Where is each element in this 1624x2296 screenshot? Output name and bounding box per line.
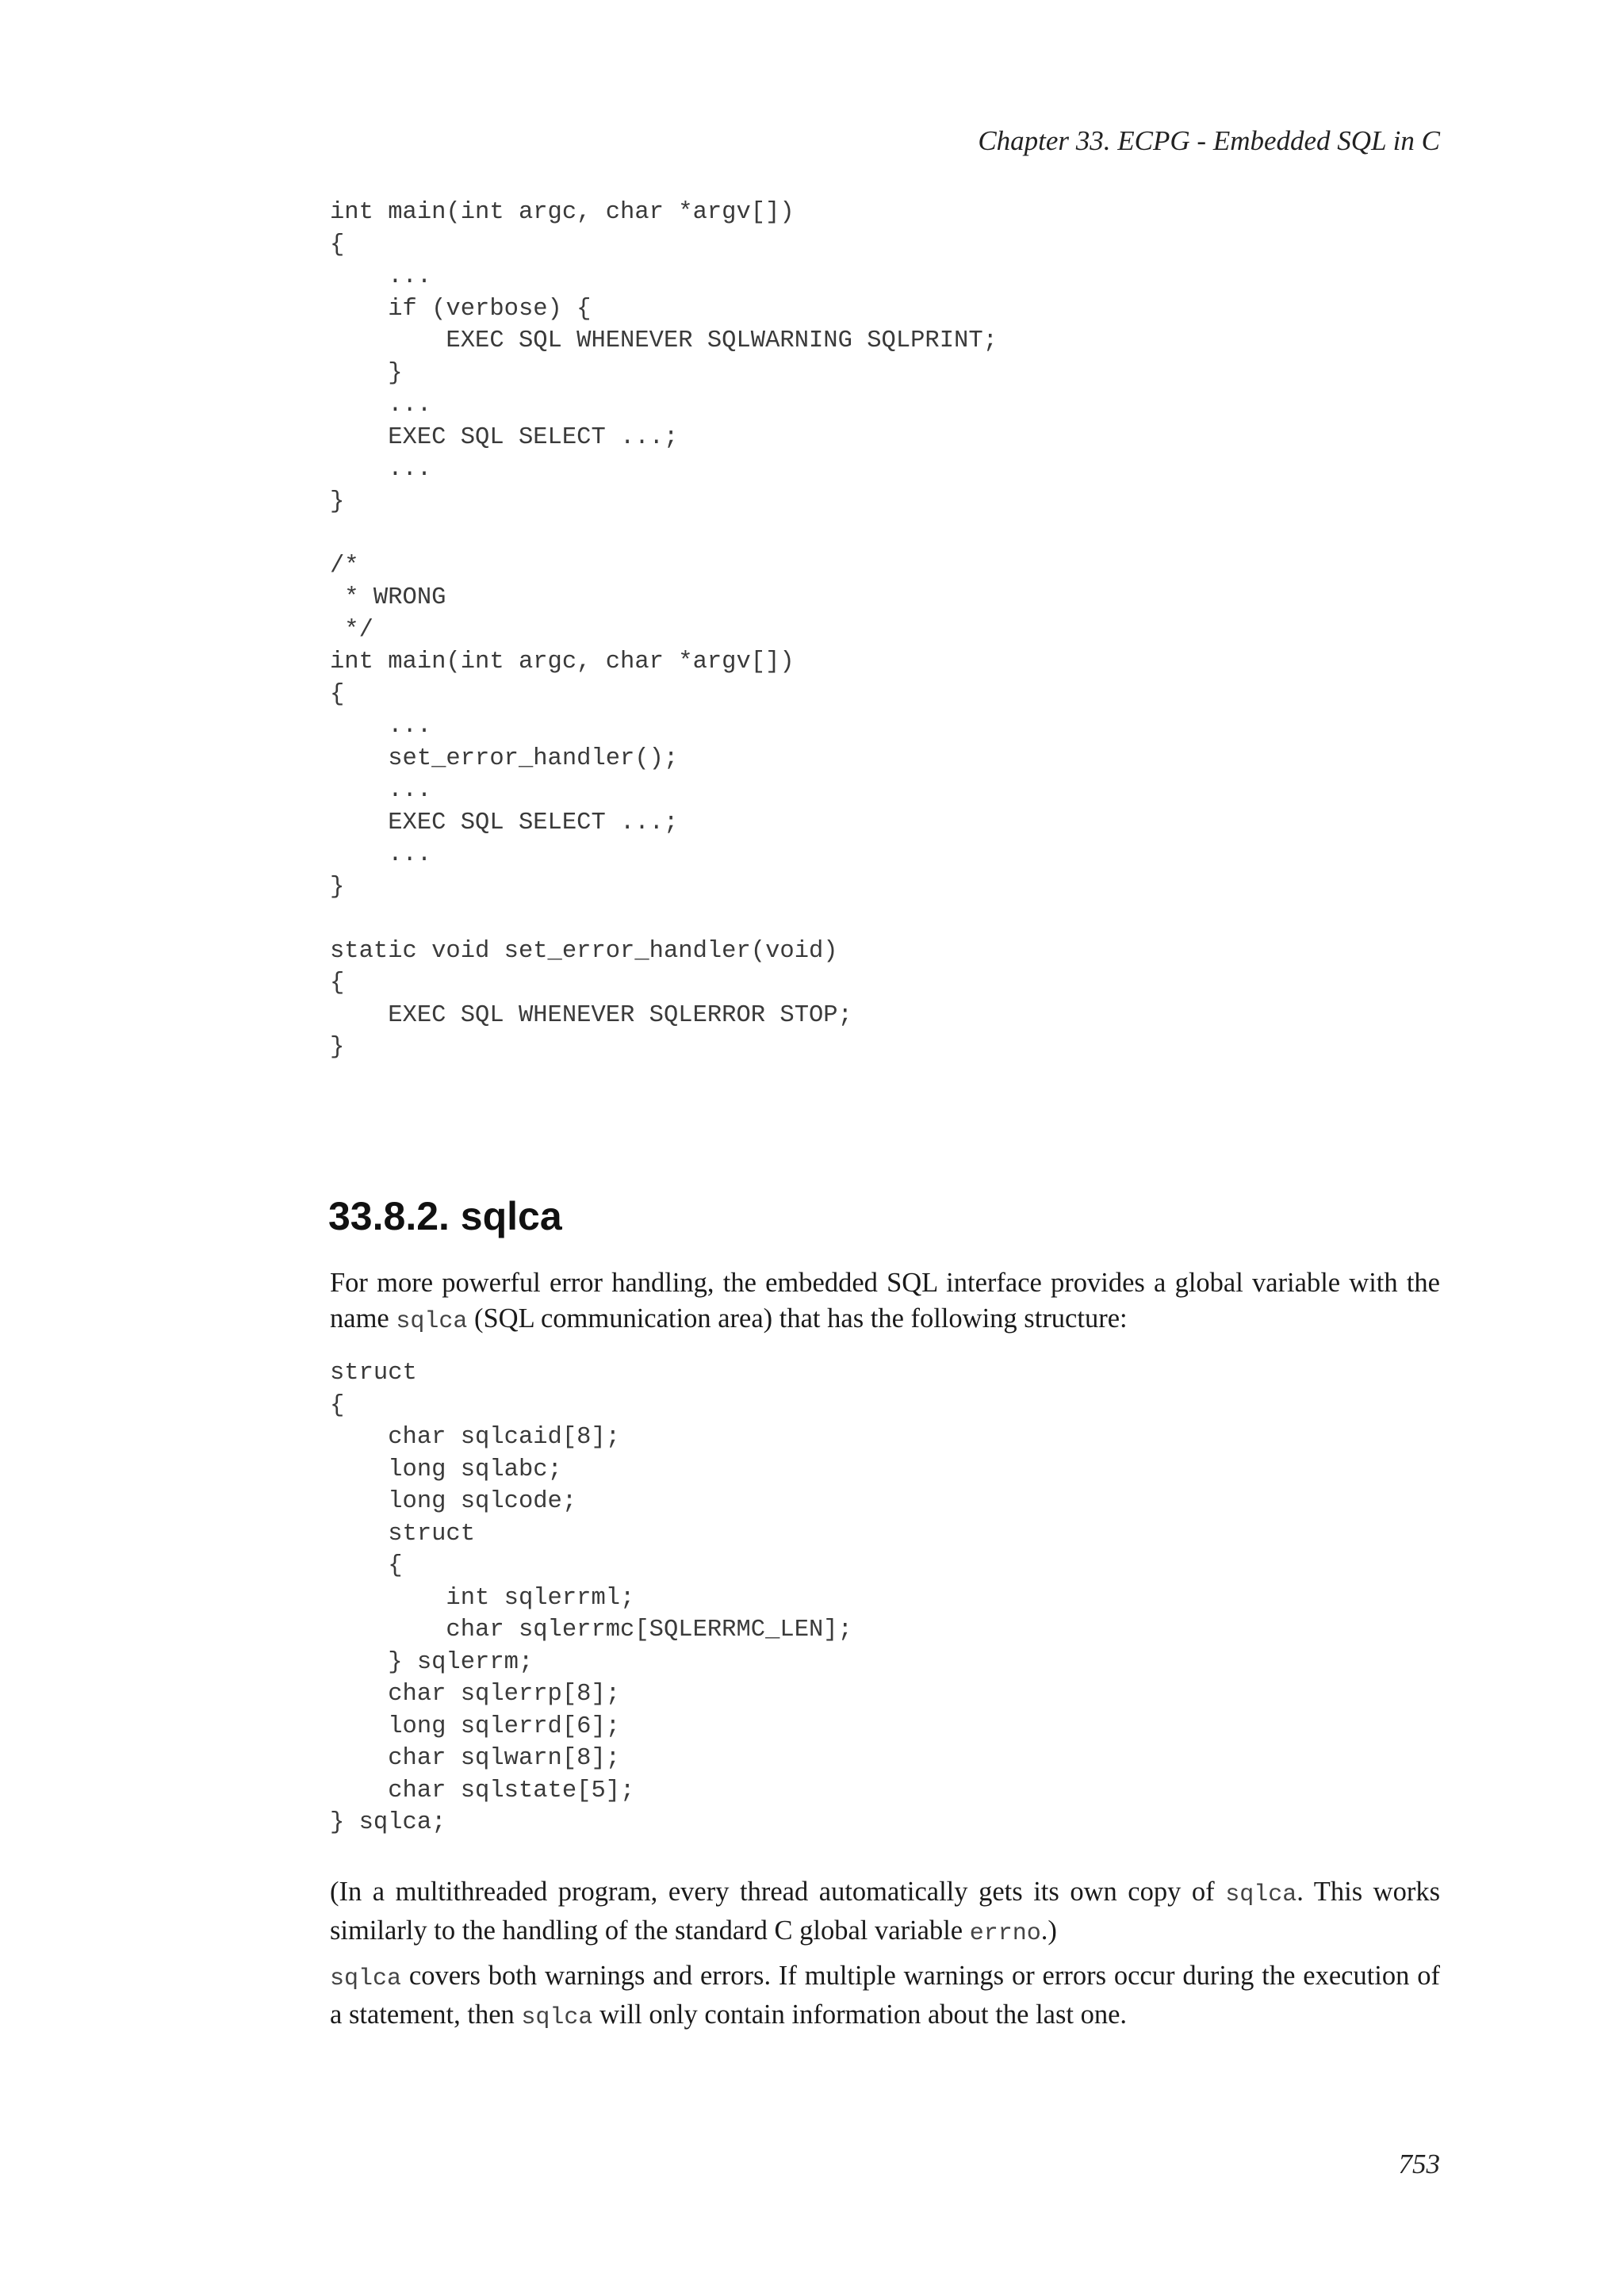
text-run: (SQL communication area) that has the following structure: [467,1303,1128,1334]
text-run: .) [1040,1915,1057,1946]
inline-code: sqlca [1225,1881,1297,1908]
text-run: (In a multithreaded program, every thread automatically gets its own copy of [330,1877,1226,1907]
inline-code: sqlca [330,1965,402,1992]
text-run: covers both warnings and errors. If multiple warnings or errors occur during the execution of a statement, then [330,1961,1440,2030]
section-heading: 33.8.2. sqlca [328,1194,562,1238]
running-header: Chapter 33. ECPG - Embedded SQL in C [978,125,1440,156]
text-run: will only contain information about the last one. [592,1999,1128,2030]
inline-code: sqlca [396,1308,468,1335]
inline-code: sqlca [521,2004,593,2031]
paragraph-warnings-errors [330,1958,1440,2036]
code-block-whenever-examples: int main(int argc, char *argv[]) { ... if (verbose) { EXEC SQL WHENEVER SQLWARNING SQLPRINT; } ... EXEC SQL SELECT ...; ... } /* * WRONG */ int main(int argc, char *argv[]) { ... set_error_handler(); ... EXEC SQL SELECT ...; ... } static void set_error_handler(void) { EXEC SQL WHENEVER SQLERROR STOP; } [330,199,998,1061]
page-number: 753 [1398,2149,1440,2179]
paragraph-sqlca-intro [330,1265,1440,1340]
inline-code: errno [969,1920,1041,1947]
text-run: . This works similarly to the handling of the standard C global variable [330,1877,1441,1946]
paragraph-multithreaded [330,1874,1440,1952]
code-block-sqlca-struct: struct { char sqlcaid[8]; long sqlabc; long sqlcode; struct { int sqlerrml; char sqlerrmc[SQLERRMC_LEN]; } sqlerrm; char sqlerrp[8]; long sqlerrd[6]; char sqlwarn[8]; char sqlstate[5]; } sqlca; [330,1360,852,1836]
text-run: For more powerful error handling, the embedded SQL interface provides a global variable with the name [330,1268,1440,1334]
